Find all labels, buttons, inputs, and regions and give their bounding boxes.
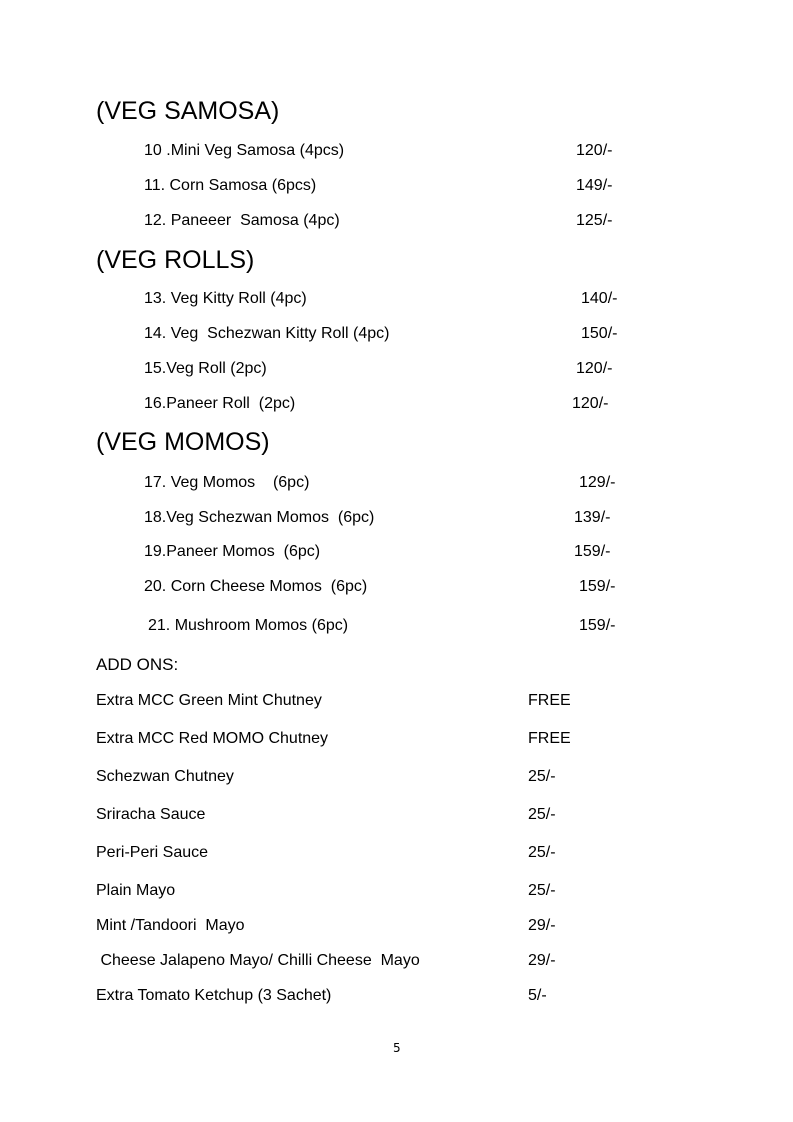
menu-item-name: 19.Paneer Momos (6pc) xyxy=(144,543,321,560)
menu-item-name: 14. Veg Schezwan Kitty Roll (4pc) xyxy=(144,325,390,342)
addon-name: Extra MCC Green Mint Chutney xyxy=(96,692,322,709)
addon-name: Extra Tomato Ketchup (3 Sachet) xyxy=(96,987,332,1004)
menu-item-name: 10 .Mini Veg Samosa (4pcs) xyxy=(144,142,345,159)
addon-price: 25/- xyxy=(528,844,556,861)
menu-item-price: 125/- xyxy=(576,212,613,229)
menu-item-price: 120/- xyxy=(576,142,613,159)
menu-item-name: 17. Veg Momos (6pc) xyxy=(144,474,310,491)
addon-name: Peri-Peri Sauce xyxy=(96,844,209,861)
addon-price: 25/- xyxy=(528,806,556,823)
addon-price: FREE xyxy=(528,692,571,709)
menu-item-price: 149/- xyxy=(576,177,613,194)
addon-price: FREE xyxy=(528,730,571,747)
menu-item-price: 159/- xyxy=(574,543,611,560)
section-title-veg-rolls: (VEG ROLLS) xyxy=(96,246,255,274)
addon-price: 29/- xyxy=(528,917,556,934)
addon-price: 29/- xyxy=(528,952,556,969)
addon-name: Sriracha Sauce xyxy=(96,806,206,823)
addon-name: Extra MCC Red MOMO Chutney xyxy=(96,730,329,747)
addons-title: ADD ONS: xyxy=(96,655,179,674)
menu-item-name: 16.Paneer Roll (2pc) xyxy=(144,395,296,412)
menu-item-name: 21. Mushroom Momos (6pc) xyxy=(148,617,349,634)
section-title-veg-samosa: (VEG SAMOSA) xyxy=(96,97,280,125)
menu-item-name: 12. Paneeer Samosa (4pc) xyxy=(144,212,340,229)
menu-item-price: 140/- xyxy=(581,290,618,307)
addon-price: 5/- xyxy=(528,987,547,1004)
menu-item-name: 18.Veg Schezwan Momos (6pc) xyxy=(144,509,375,526)
menu-item-price: 159/- xyxy=(579,578,616,595)
menu-item-name: 20. Corn Cheese Momos (6pc) xyxy=(144,578,368,595)
section-title-veg-momos: (VEG MOMOS) xyxy=(96,428,270,456)
menu-item-name: 15.Veg Roll (2pc) xyxy=(144,360,267,377)
addon-name: Plain Mayo xyxy=(96,882,176,899)
page-number: 5 xyxy=(393,1041,401,1055)
addon-name: Cheese Jalapeno Mayo/ Chilli Cheese Mayo xyxy=(96,952,420,969)
menu-item-price: 150/- xyxy=(581,325,618,342)
addon-name: Schezwan Chutney xyxy=(96,768,234,785)
menu-item-price: 139/- xyxy=(574,509,611,526)
menu-item-price: 120/- xyxy=(572,395,609,412)
addon-price: 25/- xyxy=(528,768,556,785)
menu-item-price: 159/- xyxy=(579,617,616,634)
menu-item-price: 129/- xyxy=(579,474,616,491)
addon-price: 25/- xyxy=(528,882,556,899)
addon-name: Mint /Tandoori Mayo xyxy=(96,917,245,934)
menu-item-name: 11. Corn Samosa (6pcs) xyxy=(144,177,317,194)
menu-item-name: 13. Veg Kitty Roll (4pc) xyxy=(144,290,307,307)
menu-item-price: 120/- xyxy=(576,360,613,377)
